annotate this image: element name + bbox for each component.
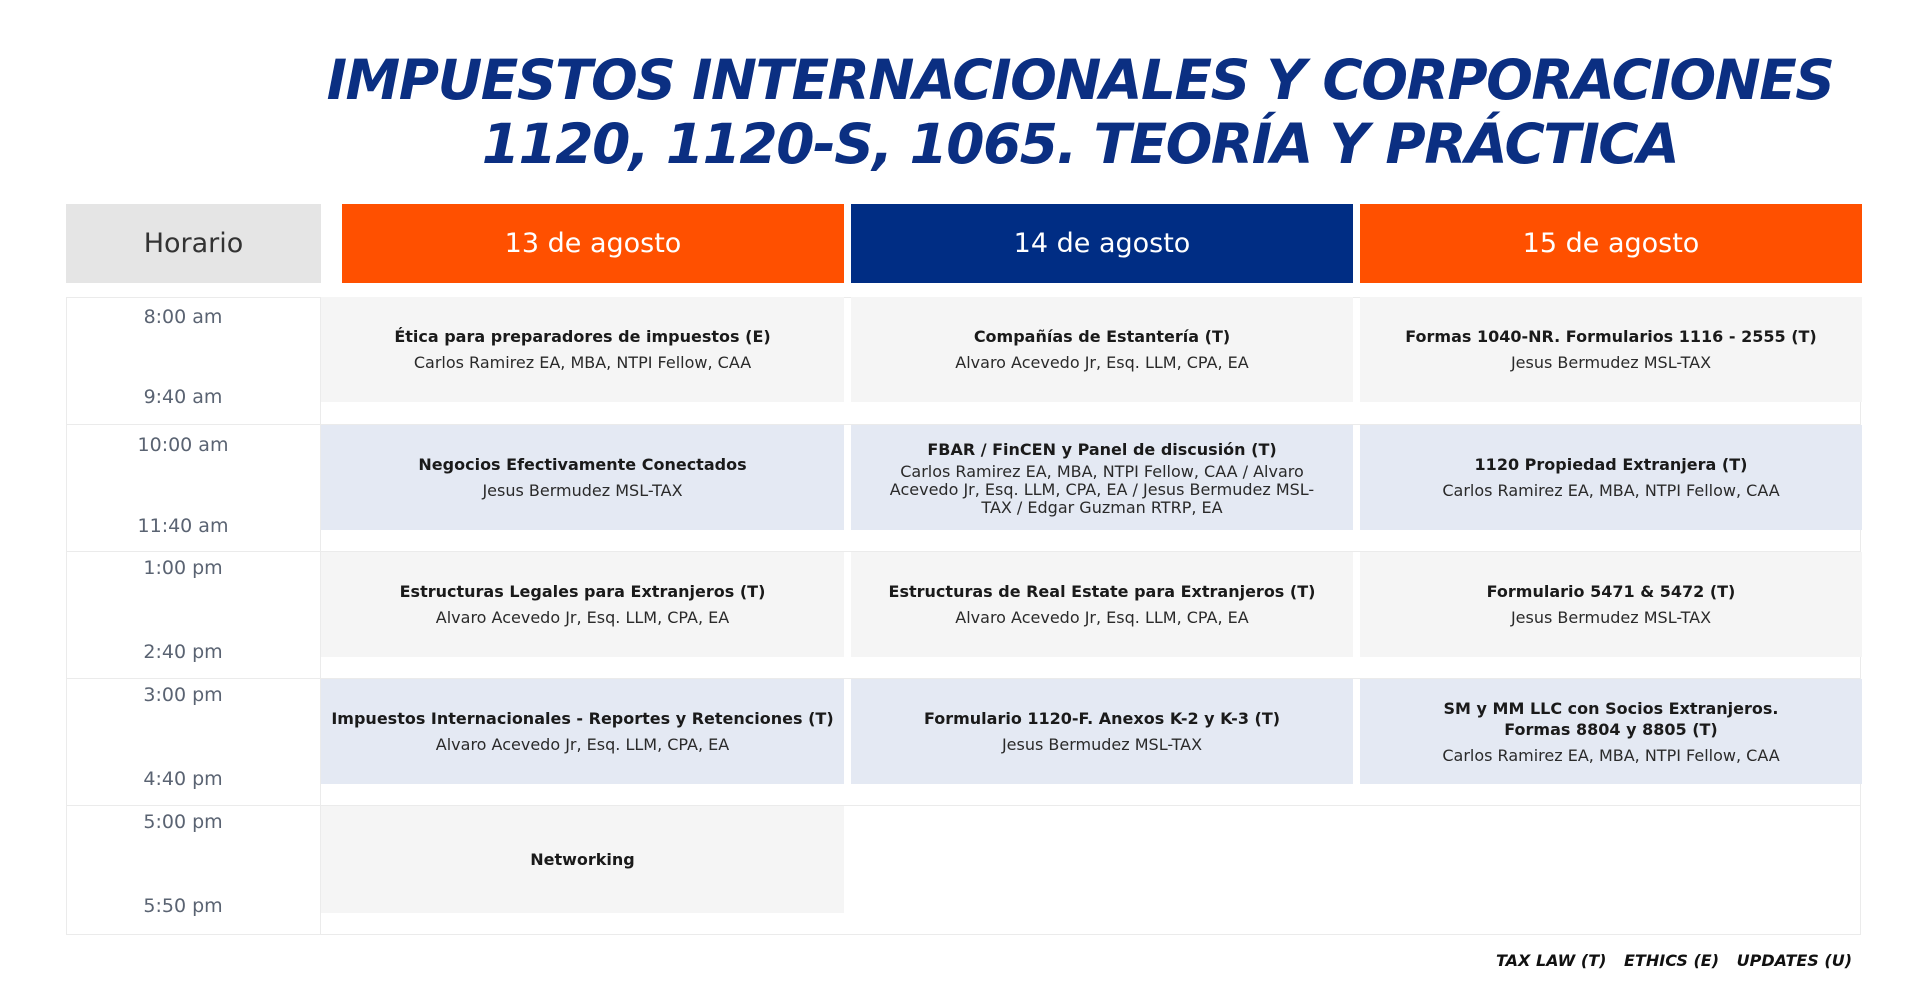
session-speaker: Alvaro Acevedo Jr, Esq. LLM, CPA, EA [955,353,1249,372]
session-speaker: Carlos Ramirez EA, MBA, NTPI Fellow, CAA [413,353,752,372]
session-speaker: Jesus Bermudez MSL-TAX [1510,608,1712,627]
session-speaker: Jesus Bermudez MSL-TAX [1510,353,1712,372]
legend [1484,951,1852,970]
slot-3-end-time: 2:40 pm [143,641,223,663]
session-title: Formulario 1120-F. Anexos K-2 y K-3 (T) [923,709,1281,728]
session-cell [1360,552,1862,657]
session-speaker: Carlos Ramirez EA, MBA, NTPI Fellow, CAA / Alvaro Acevedo Jr, Esq. LLM, CPA, EA / Jesus Bermudez MSL-TAX / Edgar Guzman RTRP, EA [889,461,1315,517]
session-cell [851,552,1353,657]
session-cell [851,297,1353,402]
session-title: Compañías de Estantería (T) [973,327,1231,346]
session-cell [321,425,844,530]
page-title [300,48,1860,176]
session-speaker: Alvaro Acevedo Jr, Esq. LLM, CPA, EA [955,608,1249,627]
session-cell [1360,297,1862,402]
legend-ethics: ETHICS (E) [1624,951,1720,970]
session-title: Estructuras Legales para Extranjeros (T) [399,582,766,601]
session-cell [851,679,1353,784]
session-speaker: Carlos Ramirez EA, MBA, NTPI Fellow, CAA [1442,745,1780,765]
slot-1-start-time: 8:00 am [143,306,223,328]
slot-4-end-time: 4:40 pm [143,768,223,790]
session-cell [321,806,844,913]
session-title: Formas 1040-NR. Formularios 1116 - 2555 (T) [1405,327,1817,346]
slot-2-end-time: 11:40 am [137,515,229,537]
session-title: Negocios Efectivamente Conectados [418,455,747,474]
session-speaker: Jesus Bermudez MSL-TAX [1001,735,1203,754]
title-line-2: 1120, 1120-S, 1065. TEORÍA Y PRÁCTICA [481,112,1679,176]
session-cell [1360,425,1862,530]
session-title: Ética para preparadores de impuestos (E) [394,327,771,346]
session-speaker: Alvaro Acevedo Jr, Esq. LLM, CPA, EA [435,735,730,754]
session-title: 1120 Propiedad Extranjera (T) [1474,455,1748,474]
session-title: Estructuras de Real Estate para Extranjeros (T) [888,582,1316,601]
slot-3-start-time: 1:00 pm [143,557,223,579]
header-horario: Horario [66,204,321,283]
session-speaker: Carlos Ramirez EA, MBA, NTPI Fellow, CAA [1442,481,1780,500]
header-day-1: 13 de agosto [342,204,844,283]
session-cell [321,552,844,657]
slot-5-start-time: 5:00 pm [143,811,223,833]
session-title: Networking [530,850,635,869]
session-title: Formulario 5471 & 5472 (T) [1486,582,1736,601]
session-title: Impuestos Internacionales - Reportes y Retenciones (T) [331,709,834,728]
slot-5-end-time: 5:50 pm [143,895,223,917]
title-line-1: IMPUESTOS INTERNACIONALES Y CORPORACIONES [326,48,1834,112]
slot-4-start-time: 3:00 pm [143,684,223,706]
header-day-2: 14 de agosto [851,204,1353,283]
legend-tax-law: TAX LAW (T) [1496,951,1607,970]
session-cell [851,425,1353,530]
session-title: SM y MM LLC con Socios Extranjeros. Formas 8804 y 8805 (T) [1443,698,1779,739]
session-cell [321,297,844,402]
session-cell [1360,679,1862,784]
session-title: FBAR / FinCEN y Panel de discusión (T) [927,439,1277,459]
slot-2-start-time: 10:00 am [137,434,229,456]
legend-updates: UPDATES (U) [1736,951,1852,970]
session-speaker: Jesus Bermudez MSL-TAX [482,481,683,500]
session-speaker: Alvaro Acevedo Jr, Esq. LLM, CPA, EA [435,608,730,627]
slot-1-end-time: 9:40 am [143,386,223,408]
session-cell [321,679,844,784]
header-day-3: 15 de agosto [1360,204,1862,283]
